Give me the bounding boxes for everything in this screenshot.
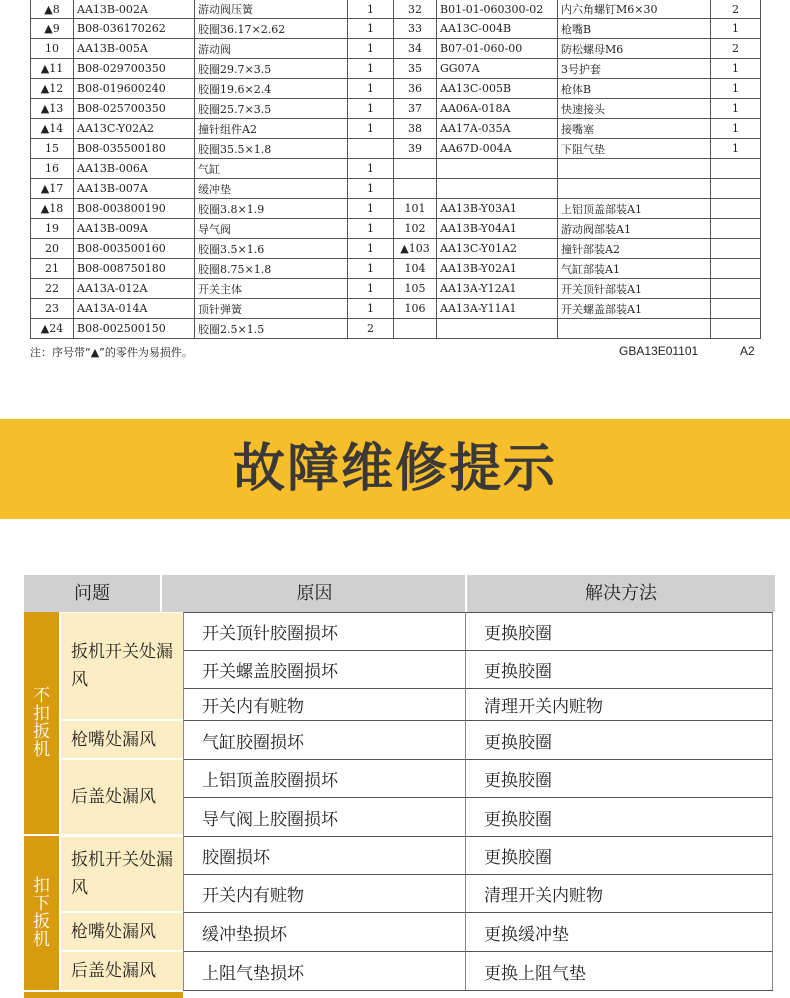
part-name-cell: 气缸部装A1 — [558, 259, 711, 279]
part-qty-cell: 1 — [348, 79, 394, 99]
part-code-cell: AA13B-006A — [74, 159, 195, 179]
solution-cell: 清理开关内赃物 — [465, 874, 773, 912]
part-code-cell: AA13B-002A — [74, 0, 195, 19]
part-qty-cell: 1 — [348, 19, 394, 39]
part-qty-cell: 1 — [348, 299, 394, 319]
troubleshooting-table — [24, 575, 773, 998]
parts-row — [31, 99, 761, 119]
part-qty-cell: 1 — [711, 119, 761, 139]
problem-text: 后盖处漏风 — [71, 961, 156, 981]
part-code-cell: AA67D-004A — [437, 139, 558, 159]
problem-text: 后盖处漏风 — [71, 787, 156, 807]
cause-cell: 开关顶针胶圈损坏 — [183, 612, 465, 650]
part-qty-cell — [711, 199, 761, 219]
part-no-cell: 104 — [394, 259, 437, 279]
part-code-cell: B08-036170262 — [74, 19, 195, 39]
part-qty-cell: 1 — [348, 159, 394, 179]
problem-text: 扳机开关处漏风 — [71, 850, 173, 898]
part-name-cell — [558, 159, 711, 179]
part-code-cell: B08-029700350 — [74, 59, 195, 79]
solution-cell: 更换胶圈 — [465, 650, 773, 688]
parts-row — [31, 259, 761, 279]
part-qty-cell: 1 — [348, 59, 394, 79]
part-name-cell: 导气阀 — [195, 219, 348, 239]
part-no-cell: 15 — [31, 139, 74, 159]
part-qty-cell — [711, 299, 761, 319]
parts-row — [31, 219, 761, 239]
part-no-cell: 33 — [394, 19, 437, 39]
part-no-cell: 34 — [394, 39, 437, 59]
part-code-cell: B08-003500160 — [74, 239, 195, 259]
solution-cell: 更换胶圈 — [465, 720, 773, 759]
problem-cell — [61, 720, 183, 758]
solution-cell: 更换胶圈 — [465, 797, 773, 836]
cause-cell: 胶圈损坏 — [183, 836, 465, 874]
group-label-char: 下 — [33, 894, 50, 914]
part-name-cell: 胶圈3.5×1.6 — [195, 239, 348, 259]
group-label-char: 扳 — [33, 912, 50, 932]
part-qty-cell: 1 — [348, 259, 394, 279]
part-qty-cell — [711, 319, 761, 339]
part-no-cell: 101 — [394, 199, 437, 219]
part-no-cell — [394, 159, 437, 179]
problem-text: 扳机开关处漏风 — [71, 642, 173, 690]
part-code-cell: B07-01-060-00 — [437, 39, 558, 59]
part-code-cell: AA13B-007A — [74, 179, 195, 199]
part-name-cell: 胶圈36.17×2.62 — [195, 19, 348, 39]
part-no-cell: 16 — [31, 159, 74, 179]
part-name-cell: 内六角螺钉M6×30 — [558, 0, 711, 19]
part-name-cell — [558, 319, 711, 339]
part-no-cell: ▲12 — [31, 79, 74, 99]
part-code-cell: AA06A-018A — [437, 99, 558, 119]
part-name-cell — [558, 179, 711, 199]
group-label-trigger-pulled — [24, 836, 59, 990]
part-qty-cell: 1 — [348, 119, 394, 139]
parts-row — [31, 179, 761, 199]
part-name-cell: 胶圈8.75×1.8 — [195, 259, 348, 279]
part-no-cell: 35 — [394, 59, 437, 79]
part-name-cell: 3号护套 — [558, 59, 711, 79]
part-code-cell: B08-025700350 — [74, 99, 195, 119]
part-qty-cell: 1 — [711, 139, 761, 159]
part-name-cell: 枪体B — [558, 79, 711, 99]
part-no-cell: ▲14 — [31, 119, 74, 139]
header-solution: 解决方法 — [465, 575, 775, 612]
part-name-cell: 快速接头 — [558, 99, 711, 119]
part-no-cell — [394, 179, 437, 199]
part-no-cell: 36 — [394, 79, 437, 99]
part-no-cell: 21 — [31, 259, 74, 279]
part-no-cell: 22 — [31, 279, 74, 299]
part-code-cell: AA13A-014A — [74, 299, 195, 319]
parts-row — [31, 159, 761, 179]
part-code-cell: AA13C-Y02A2 — [74, 119, 195, 139]
group-label-trigger-released — [24, 612, 59, 834]
part-no-cell: ▲24 — [31, 319, 74, 339]
part-code-cell: AA13A-012A — [74, 279, 195, 299]
section-banner — [0, 419, 790, 519]
part-no-cell: 19 — [31, 219, 74, 239]
problem-text: 枪嘴处漏风 — [71, 921, 156, 942]
part-code-cell: AA13B-009A — [74, 219, 195, 239]
part-code-cell: B08-035500180 — [74, 139, 195, 159]
problem-cell — [61, 951, 183, 990]
part-qty-cell: 1 — [348, 239, 394, 259]
part-qty-cell: 1 — [711, 79, 761, 99]
part-qty-cell — [711, 179, 761, 199]
cause-cell: 上铝顶盖胶圈损坏 — [183, 759, 465, 797]
part-no-cell: 32 — [394, 0, 437, 19]
part-name-cell: 胶圈35.5×1.8 — [195, 139, 348, 159]
part-code-cell: AA13A-Y11A1 — [437, 299, 558, 319]
problem-cell — [61, 912, 183, 950]
part-qty-cell: 1 — [348, 0, 394, 19]
part-qty-cell: 2 — [711, 39, 761, 59]
part-code-cell: AA17A-035A — [437, 119, 558, 139]
part-code-cell — [437, 179, 558, 199]
parts-row — [31, 199, 761, 219]
part-no-cell: ▲13 — [31, 99, 74, 119]
part-code-cell: B08-002500150 — [74, 319, 195, 339]
part-name-cell: 游动阀部装A1 — [558, 219, 711, 239]
group-label-char: 机 — [33, 930, 50, 950]
parts-row — [31, 139, 761, 159]
part-code-cell: AA13B-005A — [74, 39, 195, 59]
part-qty-cell: 1 — [711, 99, 761, 119]
parts-row — [31, 239, 761, 259]
parts-row — [31, 79, 761, 99]
part-qty-cell: 1 — [348, 219, 394, 239]
banner-title: 故障维修提示 — [232, 439, 557, 499]
part-no-cell: ▲103 — [394, 239, 437, 259]
group-label-char: 不 — [33, 686, 50, 706]
part-no-cell: 39 — [394, 139, 437, 159]
solution-cell: 清理开关内赃物 — [465, 688, 773, 720]
solution-cell: 更换缓冲垫 — [465, 912, 773, 951]
parts-row — [31, 19, 761, 39]
document-code: GBA13E01101 — [619, 344, 699, 358]
part-no-cell: ▲11 — [31, 59, 74, 79]
parts-table-body — [31, 0, 761, 339]
solution-cell: 更换胶圈 — [465, 759, 773, 797]
part-no-cell: ▲18 — [31, 199, 74, 219]
cause-cell: 气缸胶圈损坏 — [183, 720, 465, 759]
part-name-cell: 下阻气垫 — [558, 139, 711, 159]
part-qty-cell — [711, 219, 761, 239]
part-qty-cell: 1 — [348, 179, 394, 199]
part-code-cell: AA13B-Y02A1 — [437, 259, 558, 279]
part-qty-cell — [711, 239, 761, 259]
part-code-cell: GG07A — [437, 59, 558, 79]
part-no-cell — [394, 319, 437, 339]
parts-row — [31, 119, 761, 139]
part-no-cell: 10 — [31, 39, 74, 59]
part-name-cell: 撞针组件A2 — [195, 119, 348, 139]
part-qty-cell: 2 — [348, 319, 394, 339]
part-name-cell: 接嘴塞 — [558, 119, 711, 139]
part-name-cell: 气缸 — [195, 159, 348, 179]
part-name-cell: 防松螺母M6 — [558, 39, 711, 59]
part-code-cell: AA13B-Y03A1 — [437, 199, 558, 219]
part-name-cell: 胶圈25.7×3.5 — [195, 99, 348, 119]
part-name-cell: 开关螺盖部装A1 — [558, 299, 711, 319]
part-name-cell: 缓冲垫 — [195, 179, 348, 199]
part-name-cell: 撞针部装A2 — [558, 239, 711, 259]
document-revision: A2 — [740, 344, 755, 358]
part-qty-cell: 1 — [348, 199, 394, 219]
part-code-cell: B01-01-060300-02 — [437, 0, 558, 19]
cause-cell: 开关内有赃物 — [183, 874, 465, 912]
part-qty-cell: 1 — [348, 39, 394, 59]
part-qty-cell — [348, 139, 394, 159]
header-problem: 问题 — [24, 575, 160, 612]
part-name-cell: 游动阀 — [195, 39, 348, 59]
part-name-cell: 胶圈2.5×1.5 — [195, 319, 348, 339]
part-no-cell: ▲8 — [31, 0, 74, 19]
part-name-cell: 胶圈3.8×1.9 — [195, 199, 348, 219]
group-label-char: 扣 — [33, 704, 50, 724]
part-code-cell — [437, 319, 558, 339]
part-name-cell: 胶圈29.7×3.5 — [195, 59, 348, 79]
group-label-char: 机 — [33, 740, 50, 760]
problem-cell — [61, 612, 183, 719]
solution-cell: 更换胶圈 — [465, 836, 773, 874]
part-name-cell: 枪嘴B — [558, 19, 711, 39]
part-code-cell — [437, 159, 558, 179]
part-code-cell: B08-008750180 — [74, 259, 195, 279]
wearing-parts-note: 注：序号带“▲”的零件为易损件。 — [30, 346, 193, 359]
part-qty-cell: 1 — [348, 99, 394, 119]
part-code-cell: AA13C-004B — [437, 19, 558, 39]
part-name-cell: 胶圈19.6×2.4 — [195, 79, 348, 99]
part-qty-cell: 1 — [711, 19, 761, 39]
part-no-cell: 37 — [394, 99, 437, 119]
part-qty-cell: 1 — [711, 59, 761, 79]
table-bottom-strip — [24, 992, 183, 998]
part-name-cell: 开关主体 — [195, 279, 348, 299]
parts-row — [31, 39, 761, 59]
group-label-char: 扳 — [33, 722, 50, 742]
header-cause: 原因 — [160, 575, 467, 612]
cause-cell: 缓冲垫损坏 — [183, 912, 465, 951]
part-code-cell: AA13C-Y01A2 — [437, 239, 558, 259]
part-code-cell: B08-019600240 — [74, 79, 195, 99]
cause-cell: 上阻气垫损坏 — [183, 951, 465, 990]
parts-table — [30, 0, 761, 339]
part-qty-cell — [711, 259, 761, 279]
cause-cell: 开关螺盖胶圈损坏 — [183, 650, 465, 688]
part-qty-cell: 1 — [348, 279, 394, 299]
problem-text: 枪嘴处漏风 — [71, 729, 156, 750]
part-qty-cell — [711, 279, 761, 299]
part-no-cell: 23 — [31, 299, 74, 319]
part-no-cell: 106 — [394, 299, 437, 319]
parts-row — [31, 299, 761, 319]
parts-row — [31, 279, 761, 299]
part-name-cell: 上铝顶盖部装A1 — [558, 199, 711, 219]
part-qty-cell — [711, 159, 761, 179]
part-code-cell: AA13B-Y04A1 — [437, 219, 558, 239]
part-name-cell: 顶针弹簧 — [195, 299, 348, 319]
part-name-cell: 游动阀压簧 — [195, 0, 348, 19]
problem-cell — [61, 759, 183, 834]
parts-row — [31, 319, 761, 339]
part-qty-cell: 2 — [711, 0, 761, 19]
group-label-char: 扣 — [33, 876, 50, 896]
parts-row — [31, 0, 761, 19]
part-no-cell: 20 — [31, 239, 74, 259]
part-no-cell: ▲17 — [31, 179, 74, 199]
problem-cell — [61, 836, 183, 911]
parts-row — [31, 59, 761, 79]
part-code-cell: AA13C-005B — [437, 79, 558, 99]
solution-cell: 更换上阻气垫 — [465, 951, 773, 990]
part-no-cell: 38 — [394, 119, 437, 139]
cause-cell: 开关内有赃物 — [183, 688, 465, 720]
part-no-cell: 105 — [394, 279, 437, 299]
table-bottom-border — [183, 990, 773, 998]
part-code-cell: AA13A-Y12A1 — [437, 279, 558, 299]
part-no-cell: ▲9 — [31, 19, 74, 39]
cause-cell: 导气阀上胶圈损坏 — [183, 797, 465, 836]
part-no-cell: 102 — [394, 219, 437, 239]
solution-cell: 更换胶圈 — [465, 612, 773, 650]
part-code-cell: B08-003800190 — [74, 199, 195, 219]
part-name-cell: 开关顶针部装A1 — [558, 279, 711, 299]
